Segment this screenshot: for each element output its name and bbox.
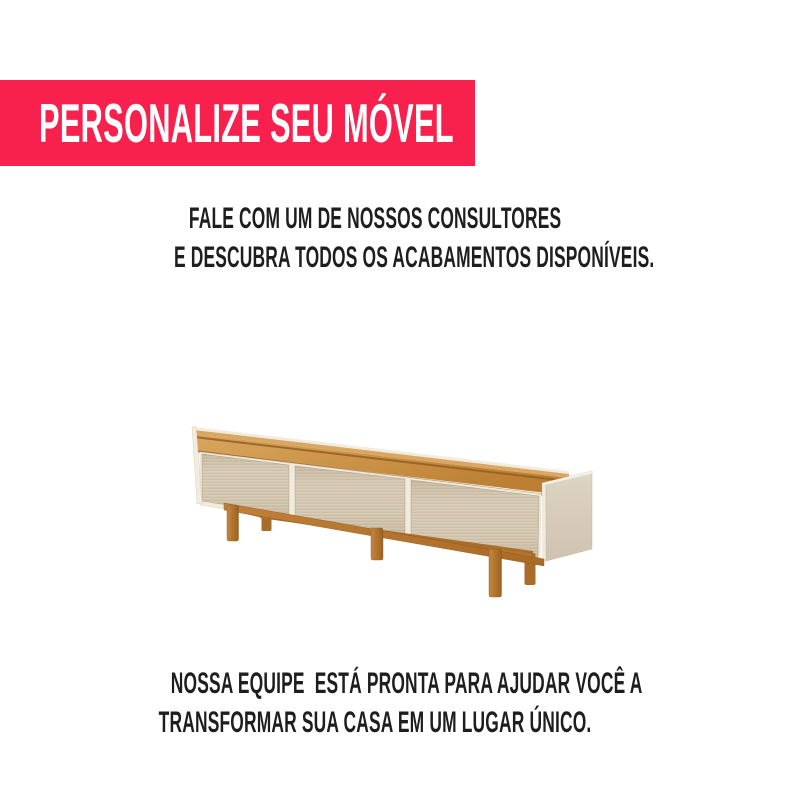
intro-text xyxy=(0,199,750,277)
leg-front-middle xyxy=(371,528,383,560)
intro-line-1: FALE COM UM DE NOSSOS CONSULTORES xyxy=(188,202,562,235)
outro-line-2: TRANSFORMAR SUA CASA EM UM LUGAR ÚNICO. xyxy=(158,706,592,739)
intro-line-2: E DESCUBRA TODOS OS ACABAMENTOS DISPONÍVEIS. xyxy=(173,241,655,274)
banner-title: PERSONALIZE SEU MÓVEL xyxy=(39,91,454,154)
outro-line-1: NOSSA EQUIPE ESTÁ PRONTA PARA AJUDAR VOCÊ A xyxy=(170,667,643,700)
product-image xyxy=(185,420,605,606)
side-panel-right xyxy=(542,471,592,563)
banner xyxy=(0,80,475,166)
leg-front-left xyxy=(227,505,239,541)
leg-front-right xyxy=(489,549,502,597)
outro-text xyxy=(0,664,750,742)
